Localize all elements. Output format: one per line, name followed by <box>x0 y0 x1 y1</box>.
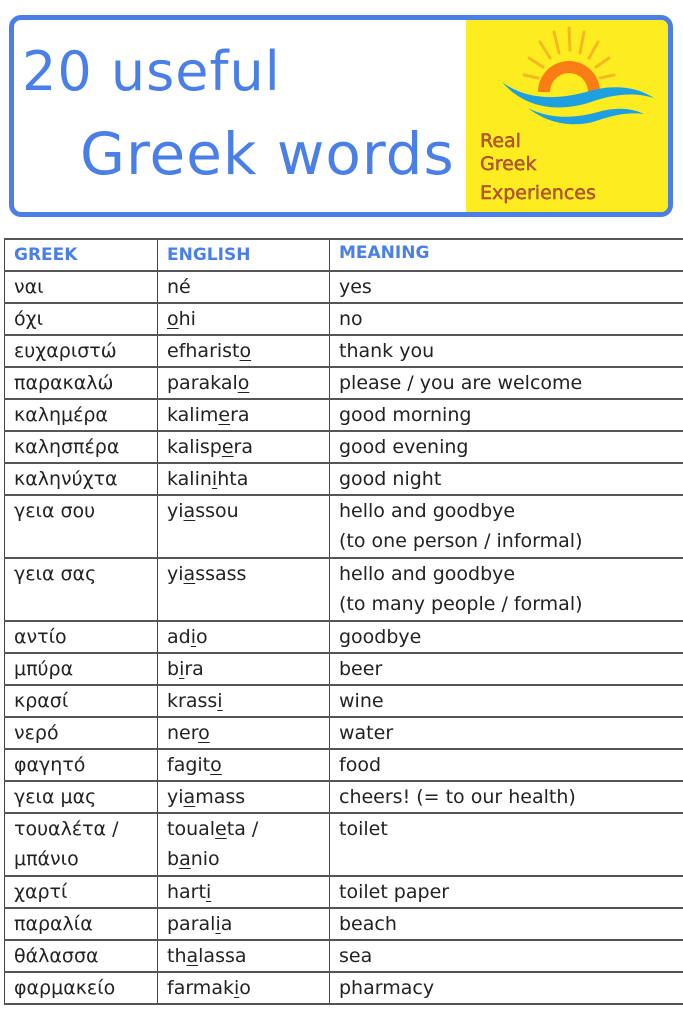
transliteration-prefix: b <box>167 658 180 680</box>
header-english: ENGLISH <box>158 239 330 271</box>
transliteration <box>167 272 329 302</box>
transliteration-suffix: ra <box>230 404 250 426</box>
greek-word: φαγητό <box>14 754 86 776</box>
table-row <box>5 813 683 876</box>
transliteration <box>167 718 329 748</box>
table-row <box>5 940 683 972</box>
greek-cell <box>5 749 158 781</box>
english-cell <box>158 749 330 781</box>
meaning-cell <box>330 399 683 431</box>
english-cell <box>158 653 330 685</box>
transliteration-prefix: b <box>167 848 180 870</box>
meaning-cell <box>330 303 683 335</box>
meaning-cell <box>330 908 683 940</box>
english-cell <box>158 463 330 495</box>
english-cell <box>158 271 330 303</box>
meaning-text: good evening <box>339 436 469 458</box>
meaning-text: beach <box>339 913 397 935</box>
transliteration <box>167 654 329 684</box>
greek-word: γεια σας <box>14 563 97 585</box>
stressed-syllable: a <box>186 945 199 967</box>
english-cell <box>158 972 330 1004</box>
english-cell <box>158 717 330 749</box>
meaning-text: good morning <box>339 404 472 426</box>
english-cell <box>158 621 330 653</box>
meaning-text: (to many people / formal) <box>339 593 583 615</box>
meaning-text: good night <box>339 468 442 490</box>
header-greek: GREEK <box>5 239 158 271</box>
table-row <box>5 653 683 685</box>
meaning-cell <box>330 463 683 495</box>
transliteration <box>167 877 329 907</box>
table-row <box>5 558 683 621</box>
english-cell <box>158 685 330 717</box>
transliteration-prefix: né <box>167 276 191 298</box>
greek-cell <box>5 303 158 335</box>
greek-word: παραλία <box>14 913 93 935</box>
transliteration-prefix: efharist <box>167 340 240 362</box>
transliteration <box>167 909 329 939</box>
greek-cell <box>5 367 158 399</box>
logo-text-real: Real <box>480 130 521 152</box>
stressed-syllable: e <box>218 404 231 426</box>
title-line-2: Greek words <box>80 120 455 188</box>
table-body <box>5 271 683 1004</box>
transliteration-prefix: paral <box>167 913 216 935</box>
english-cell <box>158 335 330 367</box>
greek-cell <box>5 813 158 876</box>
stressed-syllable: i <box>179 658 185 680</box>
stressed-syllable: o <box>167 308 179 330</box>
stressed-syllable: o <box>198 722 210 744</box>
transliteration-prefix: fagit <box>167 754 211 776</box>
meaning-cell <box>330 813 683 876</box>
transliteration-suffix: ra <box>233 436 254 458</box>
greek-word: ναι <box>14 276 44 298</box>
stressed-syllable: i <box>211 468 218 490</box>
greek-cell <box>5 717 158 749</box>
table-row <box>5 717 683 749</box>
greek-word: χαρτί <box>14 881 68 903</box>
greek-word: καλημέρα <box>14 404 108 426</box>
meaning-cell <box>330 717 683 749</box>
table-row <box>5 876 683 908</box>
transliteration-suffix: o <box>239 977 251 999</box>
transliteration <box>167 844 329 874</box>
meaning-cell <box>330 685 683 717</box>
meaning-text: thank you <box>339 340 435 362</box>
greek-word: φαρμακείο <box>14 977 116 999</box>
meaning-text: yes <box>339 276 372 298</box>
transliteration-prefix: kalisp <box>167 436 222 458</box>
english-cell <box>158 431 330 463</box>
meaning-cell <box>330 621 683 653</box>
greek-cell <box>5 271 158 303</box>
transliteration-prefix: yi <box>167 563 184 585</box>
greek-cell <box>5 653 158 685</box>
stressed-syllable: i <box>205 881 212 903</box>
table-row <box>5 908 683 940</box>
transliteration-prefix: th <box>167 945 187 967</box>
greek-cell <box>5 335 158 367</box>
greek-cell <box>5 495 158 558</box>
meaning-cell <box>330 781 683 813</box>
vocabulary-table <box>4 238 683 1005</box>
transliteration-prefix: parakal <box>167 372 238 394</box>
table-row <box>5 399 683 431</box>
transliteration <box>167 686 329 716</box>
transliteration-prefix: ner <box>167 722 199 744</box>
greek-word: καληνύχτα <box>14 468 118 490</box>
transliteration-suffix: ssou <box>195 500 239 522</box>
transliteration-suffix: ssass <box>195 563 247 585</box>
transliteration <box>167 432 329 462</box>
greek-word: νερό <box>14 722 59 744</box>
sun-over-sea-icon <box>466 20 668 130</box>
transliteration <box>167 750 329 780</box>
transliteration <box>167 368 329 398</box>
greek-cell <box>5 558 158 621</box>
greek-word: μπάνιο <box>14 848 79 870</box>
transliteration-suffix: lassa <box>198 945 247 967</box>
greek-cell <box>5 621 158 653</box>
stressed-syllable: i <box>233 977 240 999</box>
stressed-syllable: o <box>210 754 222 776</box>
transliteration <box>167 304 329 334</box>
stressed-syllable: e <box>215 818 227 840</box>
greek-word: θάλασσα <box>14 945 99 967</box>
transliteration-prefix: ad <box>167 626 191 648</box>
transliteration-prefix: kalin <box>167 468 212 490</box>
greek-cell <box>5 908 158 940</box>
table-row <box>5 621 683 653</box>
meaning-text: goodbye <box>339 626 422 648</box>
meaning-cell <box>330 367 683 399</box>
meaning-text: sea <box>339 945 373 967</box>
transliteration-prefix: krass <box>167 690 218 712</box>
title-line-1: 20 useful <box>22 40 281 103</box>
english-cell <box>158 908 330 940</box>
meaning-cell <box>330 940 683 972</box>
meaning-cell <box>330 558 683 621</box>
meaning-text: please / you are welcome <box>339 372 583 394</box>
greek-cell <box>5 399 158 431</box>
greek-cell <box>5 463 158 495</box>
table-row <box>5 781 683 813</box>
transliteration <box>167 496 329 526</box>
greek-word: τουαλέτα / <box>14 818 119 840</box>
greek-word: παρακαλώ <box>14 372 114 394</box>
table-row <box>5 495 683 558</box>
stressed-syllable: a <box>179 848 191 870</box>
english-cell <box>158 367 330 399</box>
transliteration-suffix: a <box>220 913 233 935</box>
transliteration <box>167 622 329 652</box>
transliteration <box>167 559 329 589</box>
transliteration-prefix: toual <box>167 818 216 840</box>
stressed-syllable: i <box>190 626 196 648</box>
meaning-text: hello and goodbye <box>339 563 516 585</box>
english-cell <box>158 940 330 972</box>
transliteration <box>167 464 329 494</box>
stressed-syllable: i <box>217 690 223 712</box>
meaning-cell <box>330 972 683 1004</box>
brand-logo <box>466 20 668 212</box>
meaning-text: (to one person / informal) <box>339 530 583 552</box>
greek-word: όχι <box>14 308 44 330</box>
greek-cell <box>5 876 158 908</box>
table-row <box>5 685 683 717</box>
transliteration <box>167 941 329 971</box>
english-cell <box>158 495 330 558</box>
meaning-cell <box>330 431 683 463</box>
table-row <box>5 303 683 335</box>
stressed-syllable: e <box>221 436 234 458</box>
greek-word: μπύρα <box>14 658 74 680</box>
english-cell <box>158 781 330 813</box>
meaning-text: beer <box>339 658 383 680</box>
meaning-text: cheers! (= to our health) <box>339 786 576 808</box>
table-row <box>5 271 683 303</box>
header-meaning: MEANING <box>330 239 683 271</box>
greek-word: αντίο <box>14 626 67 648</box>
transliteration <box>167 814 329 844</box>
transliteration-suffix: nio <box>190 848 220 870</box>
greek-cell <box>5 685 158 717</box>
english-cell <box>158 876 330 908</box>
meaning-text: hello and goodbye <box>339 500 516 522</box>
stressed-syllable: a <box>183 786 196 808</box>
transliteration-suffix: ra <box>184 658 204 680</box>
meaning-cell <box>330 876 683 908</box>
stressed-syllable: i <box>215 913 221 935</box>
table-header-row <box>5 239 683 271</box>
greek-word: ευχαριστώ <box>14 340 117 362</box>
english-cell <box>158 558 330 621</box>
vocabulary-table-container <box>4 238 683 1005</box>
greek-word: γεια σου <box>14 500 96 522</box>
meaning-text: no <box>339 308 363 330</box>
stressed-syllable: o <box>239 340 252 362</box>
greek-cell <box>5 940 158 972</box>
logo-text-experiences: Experiences <box>480 182 596 204</box>
greek-word: κρασί <box>14 690 69 712</box>
table-row <box>5 367 683 399</box>
english-cell <box>158 813 330 876</box>
transliteration <box>167 973 329 1003</box>
table-row <box>5 463 683 495</box>
english-cell <box>158 303 330 335</box>
title-banner <box>9 15 673 217</box>
meaning-text: toilet <box>339 818 388 840</box>
greek-word: καλησπέρα <box>14 436 120 458</box>
greek-cell <box>5 972 158 1004</box>
meaning-text: toilet paper <box>339 881 450 903</box>
transliteration-suffix: ta / <box>226 818 259 840</box>
meaning-text: water <box>339 722 394 744</box>
transliteration-prefix: yi <box>167 500 184 522</box>
table-row <box>5 335 683 367</box>
greek-cell <box>5 781 158 813</box>
transliteration <box>167 782 329 812</box>
stressed-syllable: a <box>183 563 196 585</box>
transliteration-prefix: yi <box>167 786 184 808</box>
transliteration-suffix: mass <box>195 786 246 808</box>
table-row <box>5 749 683 781</box>
meaning-text: wine <box>339 690 384 712</box>
transliteration-prefix: hart <box>167 881 206 903</box>
transliteration-suffix: hta <box>217 468 249 490</box>
transliteration-prefix: farmak <box>167 977 234 999</box>
transliteration-prefix: kalim <box>167 404 219 426</box>
meaning-cell <box>330 653 683 685</box>
transliteration-suffix: hi <box>178 308 196 330</box>
meaning-text: food <box>339 754 381 776</box>
transliteration <box>167 336 329 366</box>
stressed-syllable: o <box>237 372 250 394</box>
english-cell <box>158 399 330 431</box>
meaning-cell <box>330 271 683 303</box>
meaning-text: pharmacy <box>339 977 435 999</box>
greek-word: γεια μας <box>14 786 97 808</box>
transliteration-suffix: o <box>196 626 208 648</box>
stressed-syllable: a <box>183 500 196 522</box>
meaning-cell <box>330 335 683 367</box>
table-row <box>5 431 683 463</box>
table-row <box>5 972 683 1004</box>
transliteration <box>167 400 329 430</box>
logo-text-greek: Greek <box>480 153 537 175</box>
greek-cell <box>5 431 158 463</box>
meaning-cell <box>330 749 683 781</box>
meaning-cell <box>330 495 683 558</box>
